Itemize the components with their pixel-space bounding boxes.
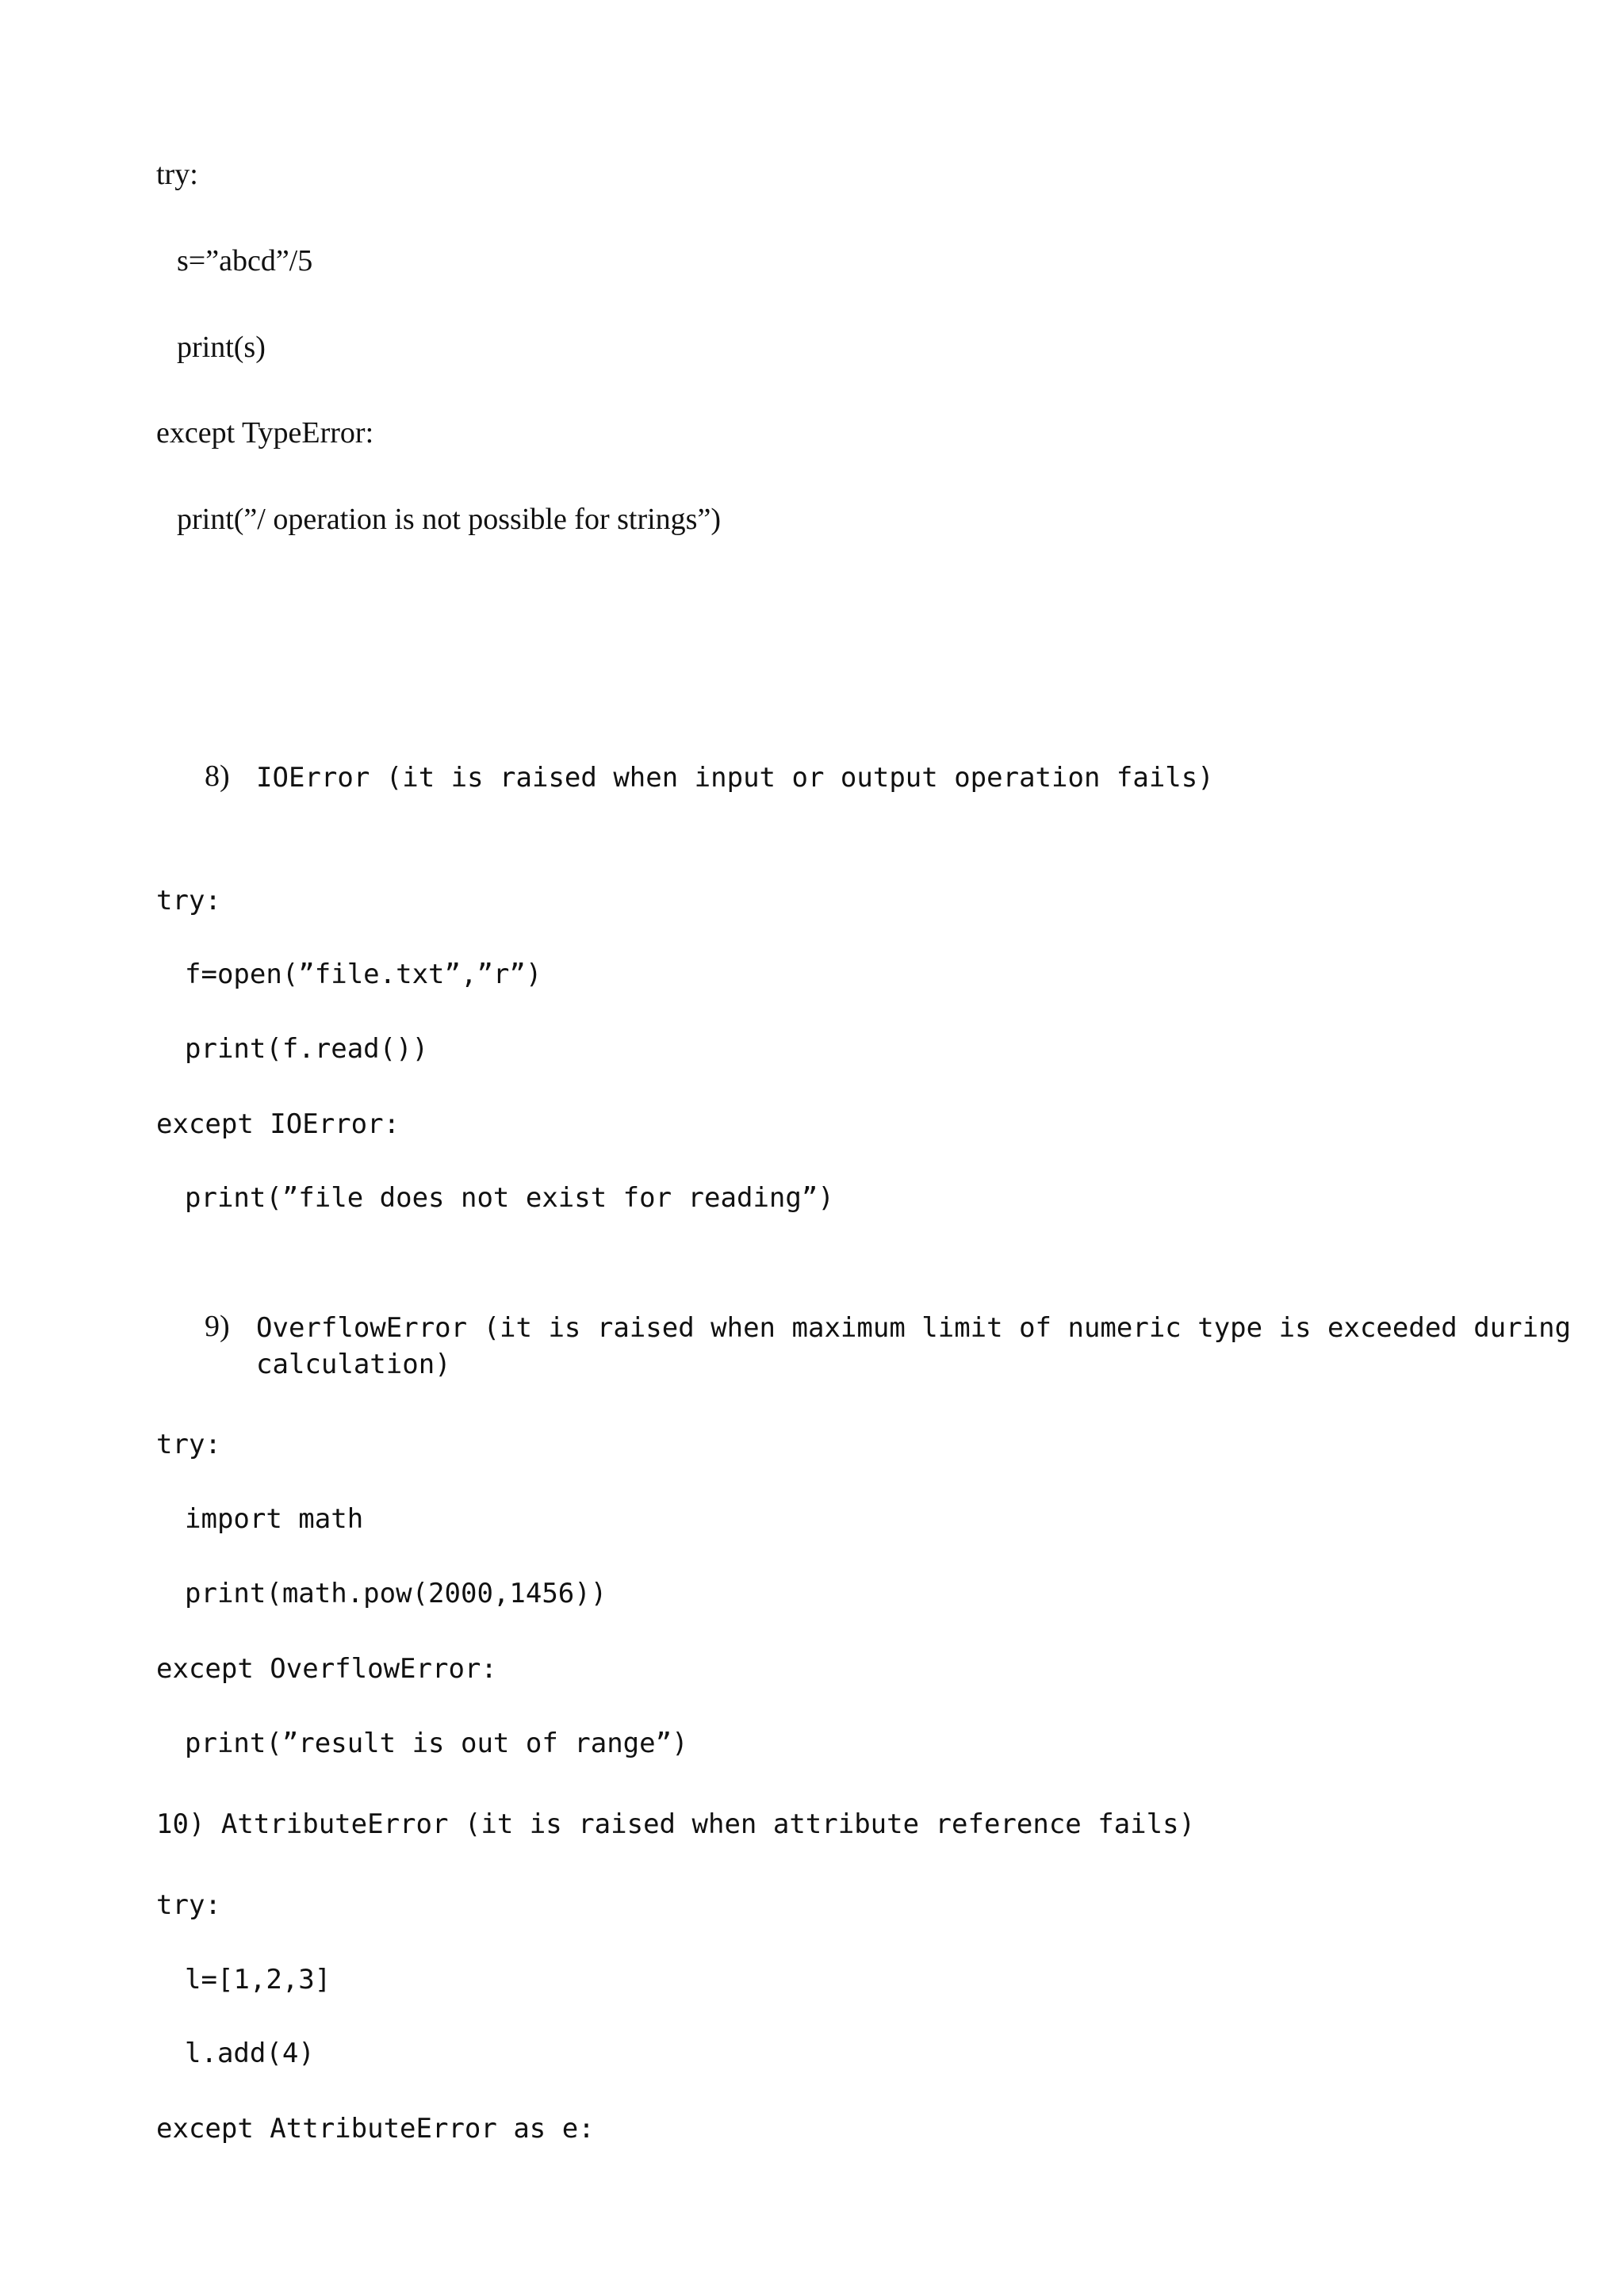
- code-line: s=”abcd”/5: [177, 244, 313, 277]
- code-line: print(math.pow(2000,1456)): [185, 1578, 607, 1609]
- code-line: print(”result is out of range”): [185, 1728, 688, 1759]
- code-line: import math: [185, 1503, 364, 1535]
- code-line: l=[1,2,3]: [185, 1964, 331, 1996]
- code-line: except TypeError:: [156, 416, 374, 450]
- code-line: try:: [156, 1429, 221, 1460]
- code-line: except IOError:: [156, 1108, 400, 1140]
- code-line: try:: [156, 1889, 221, 1921]
- section-heading: 10) AttributeError (it is raised when attribute reference fails): [156, 1808, 1196, 1840]
- code-line: try:: [156, 158, 198, 191]
- section-heading-continued: calculation): [256, 1349, 451, 1380]
- code-line: try:: [156, 885, 221, 916]
- list-number: 9): [205, 1310, 230, 1343]
- code-line: except AttributeError as e:: [156, 2113, 595, 2145]
- code-line: print(”file does not exist for reading”): [185, 1182, 834, 1214]
- code-line: print(s): [177, 331, 266, 364]
- code-line: l.add(4): [185, 2038, 315, 2069]
- code-line: print(”/ operation is not possible for strings”): [177, 503, 721, 536]
- section-heading: OverflowError (it is raised when maximum limit of numeric type is exceeded during: [256, 1312, 1572, 1344]
- section-heading: IOError (it is raised when input or output operation fails): [256, 762, 1214, 794]
- code-line: except OverflowError:: [156, 1653, 497, 1685]
- list-number: 8): [205, 760, 230, 793]
- code-line: f=open(”file.txt”,”r”): [185, 959, 542, 990]
- code-line: print(f.read()): [185, 1033, 429, 1065]
